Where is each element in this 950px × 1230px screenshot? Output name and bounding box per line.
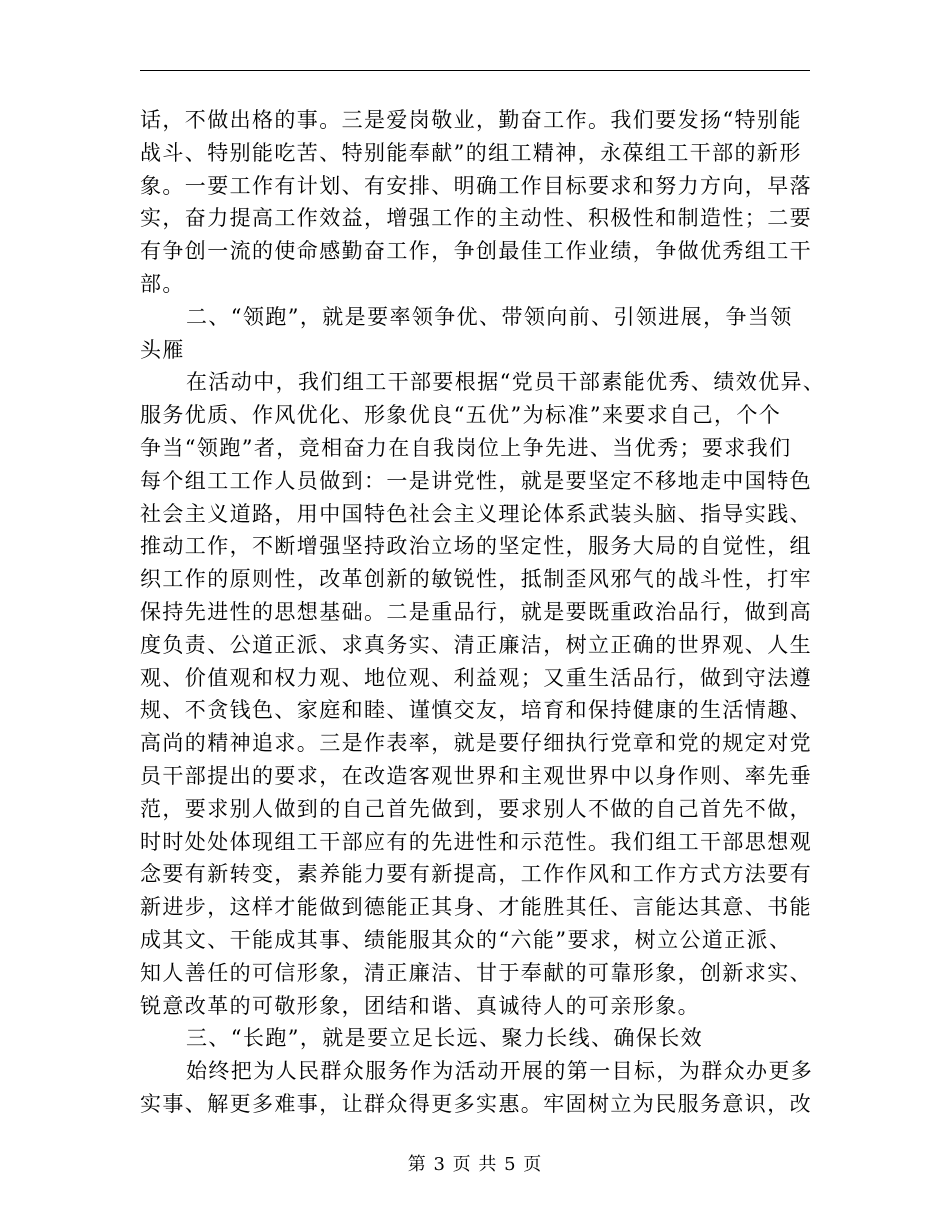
text-line: 锐意改革的可敬形象，团结和谐、真诚待人的可亲形象。: [140, 993, 700, 1018]
text-line: 头雁: [140, 337, 185, 362]
text-line: 观、价值观和权力观、地位观、利益观；又重生活品行，做到守法遵: [140, 665, 812, 690]
text-line: 范，要求别人做到的自己首先做到，要求别人不做的自己首先不做，: [140, 796, 812, 821]
text-line: 象。一要工作有计划、有安排、明确工作目标要求和努力方向，早落: [140, 173, 812, 198]
text-line: 二、“领跑”，就是要率领争优、带领向前、引领进展，争当领: [186, 304, 793, 329]
text-line: 话，不做出格的事。三是爱岗敬业，勤奋工作。我们要发扬“特别能: [140, 108, 802, 132]
text-line: 员干部提出的要求，在改造客观世界和主观世界中以身作则、率先垂: [140, 763, 812, 788]
text-line: 始终把为人民群众服务作为活动开展的第一目标，为群众办更多: [186, 1059, 814, 1084]
text-line: 推动工作，不断增强坚持政治立场的坚定性，服务大局的自觉性，组: [140, 534, 812, 559]
text-line: 织工作的原则性，改革创新的敏锐性，抵制歪风邪气的战斗性，打牢: [140, 567, 812, 592]
text-line: 度负责、公道正派、求真务实、清正廉洁，树立正确的世界观、人生: [140, 632, 812, 657]
page-footer: [0, 1150, 950, 1176]
text-line: 念要有新转变，素养能力要有新提高，工作作风和工作方式方法要有: [140, 862, 812, 887]
text-line: 规、不贪钱色、家庭和睦、谨慎交友，培育和保持健康的生活情趣、: [140, 698, 812, 723]
text-line: 实事、解更多难事，让群众得更多实惠。牢固树立为民服务意识，改: [140, 1091, 812, 1116]
text-line: 保持先进性的思想基础。二是重品行，就是要既重政治品行，做到高: [140, 599, 812, 624]
text-line: 社会主义道路，用中国特色社会主义理论体系武装头脑、指导实践、: [140, 501, 812, 526]
text-line: 成其文、干能成其事、绩能服其众的“六能”要求，树立公道正派、: [140, 927, 792, 952]
text-line: 争当“领跑”者，竞相奋力在自我岗位上争先进、当优秀；要求我们: [140, 435, 792, 460]
page-number-label: 第 3 页 共 5 页: [407, 1154, 543, 1175]
text-line: 新进步，这样才能做到德能正其身、才能胜其任、言能达其意、书能: [140, 895, 812, 920]
text-line: 服务优质、作风优化、形象优良“五优”为标准”来要求自己，个个: [140, 403, 782, 428]
text-line: 战斗、特别能吃苦、特别能奉献”的组工精神，永葆组工干部的新形: [140, 140, 802, 165]
text-line: 实，奋力提高工作效益，增强工作的主动性、积极性和制造性；二要: [140, 206, 812, 231]
text-line: 时时处处体现组工干部应有的先进性和示范性。我们组工干部思想观: [140, 829, 812, 854]
header-rule: [140, 70, 810, 71]
text-line: 部。: [140, 271, 185, 296]
text-line: 高尚的精神追求。三是作表率，就是要仔细执行党章和党的规定对党: [140, 731, 812, 756]
text-line: 知人善任的可信形象，清正廉洁、甘于奉献的可靠形象，创新求实、: [140, 960, 812, 985]
text-line: 每个组工工作人员做到：一是讲党性，就是要坚定不移地走中国特色: [140, 468, 812, 493]
text-line: 在活动中，我们组工干部要根据“党员干部素能优秀、绩效优异、: [186, 370, 826, 395]
text-line: 有争创一流的使命感勤奋工作，争创最佳工作业绩，争做优秀组工干: [140, 239, 812, 264]
text-line: 三、“长跑”，就是要立足长远、聚力长线、确保长效: [186, 1026, 704, 1051]
document-body: [140, 104, 826, 1121]
